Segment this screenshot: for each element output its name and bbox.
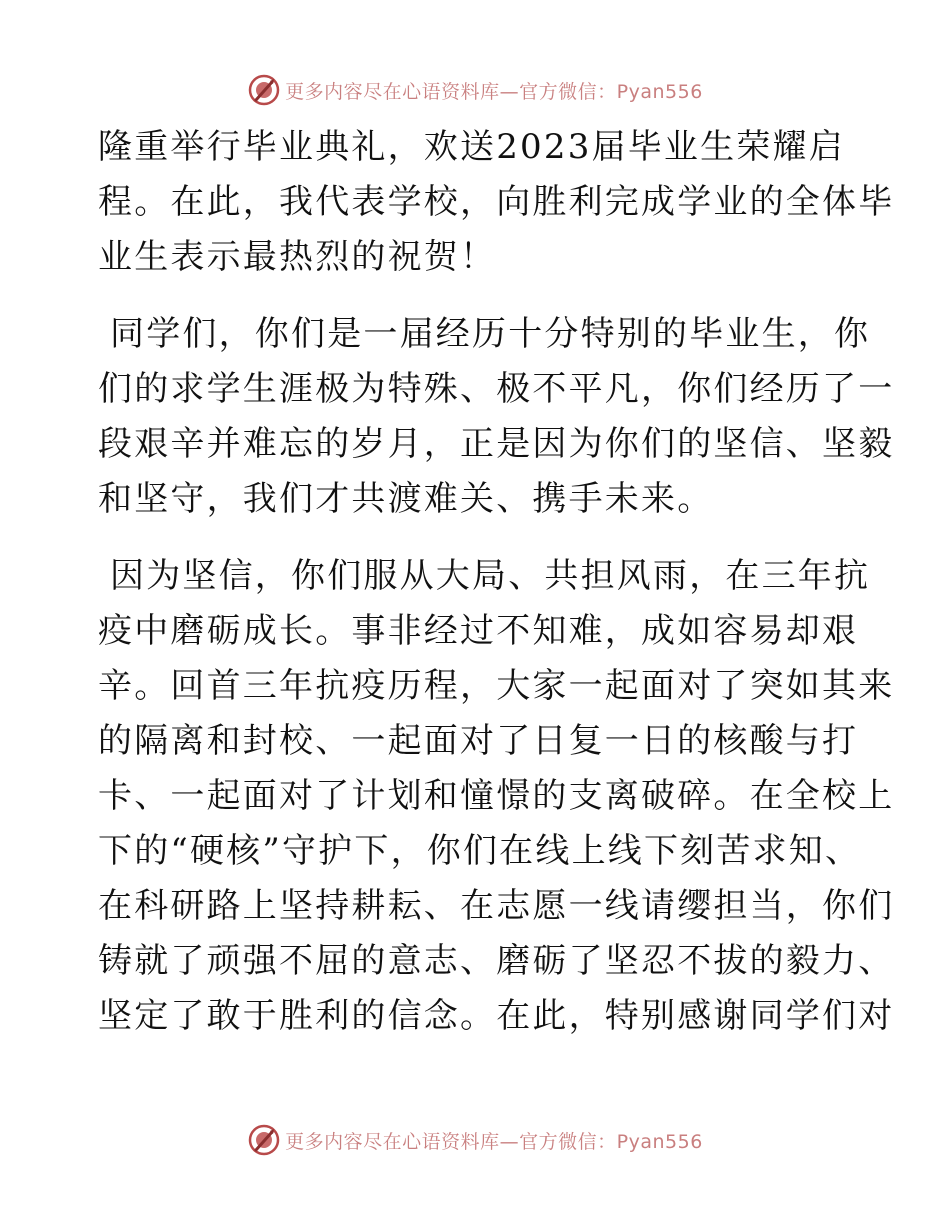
paragraph-2 (98, 307, 895, 527)
paragraph-line: 卡、一起面对了计划和憧憬的支离破碎。在全校上 (98, 776, 895, 816)
paragraph-line: 业生表示最热烈的祝贺！ (98, 237, 497, 277)
header-banner-text: 更多内容尽在心语资料库—官方微信：Pyan556 (285, 80, 703, 103)
paragraph-line: 段艰辛并难忘的岁月，正是因为你们的坚信、坚毅 (98, 424, 895, 464)
paragraph-line: 的隔离和封校、一起面对了日复一日的核酸与打 (98, 721, 859, 761)
paragraph-line: 疫中磨砺成长。事非经过不知难，成如容易却艰 (98, 611, 859, 651)
paragraph-line: 下的“硬核”守护下，你们在线上线下刻苦求知、 (98, 831, 862, 871)
paragraph-1 (98, 120, 895, 285)
paragraph-line: 在科研路上坚持耕耘、在志愿一线请缨担当，你们 (98, 886, 895, 926)
paragraph-line: 和坚守，我们才共渡难关、携手未来。 (98, 479, 714, 519)
pen-seal-logo-icon (247, 1123, 281, 1157)
paragraph-line: 同学们，你们是一届经历十分特别的毕业生，你 (110, 314, 871, 354)
pen-seal-logo-icon (247, 73, 281, 107)
document-body (98, 120, 895, 1066)
paragraph-line: 隆重举行毕业典礼，欢送2023届毕业生荣耀启 (98, 127, 845, 167)
paragraph-line: 铸就了顽强不屈的意志、磨砺了坚忍不拔的毅力、 (98, 941, 895, 981)
footer-banner-text: 更多内容尽在心语资料库—官方微信：Pyan556 (285, 1130, 703, 1153)
paragraph-line: 坚定了敢于胜利的信念。在此，特别感谢同学们对 (98, 996, 895, 1036)
paragraph-line: 辛。回首三年抗疫历程，大家一起面对了突如其来 (98, 666, 895, 706)
paragraph-line: 因为坚信，你们服从大局、共担风雨，在三年抗 (110, 556, 871, 596)
paragraph-line: 程。在此，我代表学校，向胜利完成学业的全体毕 (98, 182, 895, 222)
header-banner (0, 70, 950, 110)
paragraph-line: 们的求学生涯极为特殊、极不平凡，你们经历了一 (98, 369, 895, 409)
paragraph-3 (98, 549, 895, 1044)
footer-banner (0, 1120, 950, 1160)
